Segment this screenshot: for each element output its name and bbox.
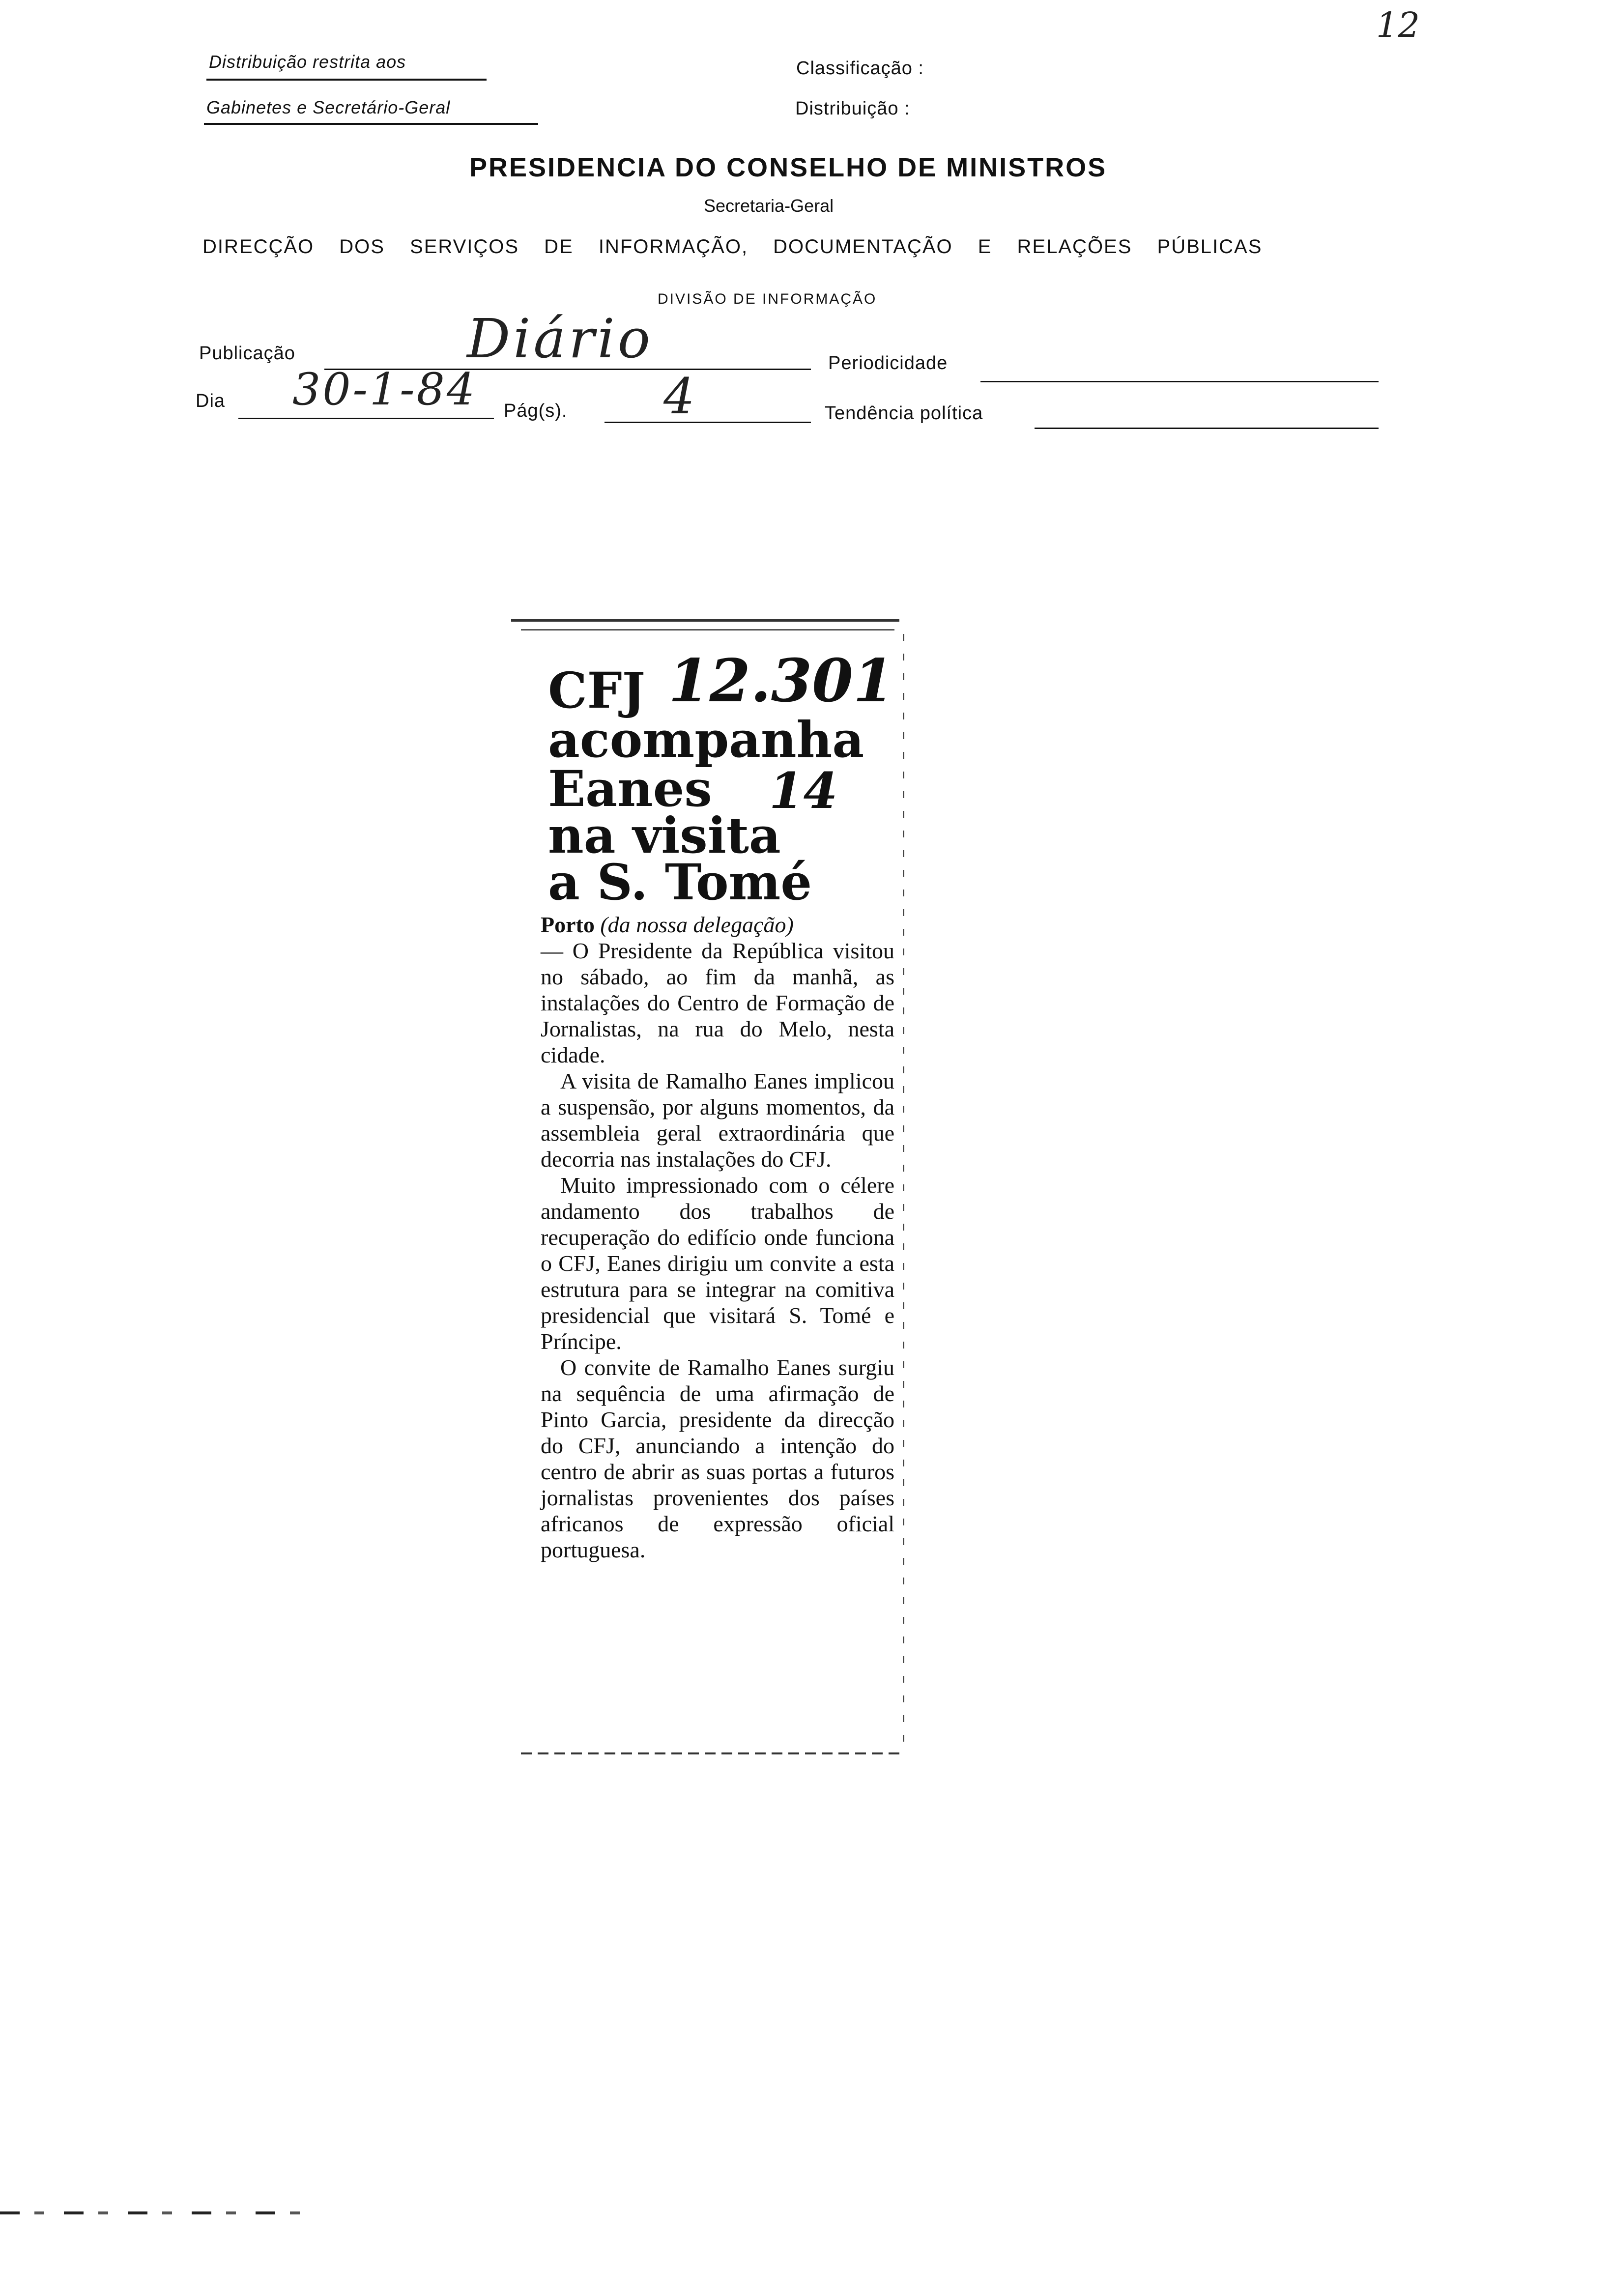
- headline-line-4: na visita: [548, 806, 781, 864]
- headline-line-5: a S. Tomé: [548, 853, 812, 911]
- department-name: DIRECÇÃO DOS SERVIÇOS DE INFORMAÇÃO, DOCUMENTAÇÃO E RELAÇÕES PÚBLICAS: [202, 236, 1263, 258]
- clipping-bottom-edge: [521, 1752, 899, 1754]
- periodicity-rule: [980, 381, 1379, 382]
- article-paragraph-3: Muito impressionado com o célere andamento dos trabalhos de recuperação do edifício onde funciona o CFJ, Eanes dirigiu um convite a esta estrutura para se integrar na comitiva presidencial que visitará S. Tomé e Príncipe.: [541, 1173, 894, 1354]
- article-lead: [541, 912, 894, 938]
- pages-label: Pág(s).: [504, 401, 568, 421]
- headline-line-1: CFJ: [548, 661, 645, 719]
- day-rule: [238, 418, 494, 419]
- distribution-rule-2: [204, 123, 538, 125]
- tendency-rule: [1035, 428, 1379, 429]
- distribution-line-1: Distribuição restrita aos: [209, 52, 406, 72]
- publication-label: Publicação: [199, 343, 295, 364]
- article-paragraph-1: — O Presidente da República visitou no sábado, ao fim da manhã, as instalações do Centro de Formação de Jornalistas, na rua do Melo, nesta cidade.: [541, 938, 894, 1067]
- scan-artifact-line: [0, 2211, 305, 2214]
- corner-page-mark: 12: [1376, 5, 1420, 45]
- pages-value: 4: [663, 368, 695, 425]
- clipping-top-border: [511, 619, 899, 622]
- pages-rule: [604, 422, 811, 423]
- headline-line-2: acompanha: [548, 711, 864, 769]
- publication-value: Diário: [467, 307, 653, 370]
- tendency-label: Tendência política: [825, 403, 983, 424]
- clipping-top-rule: [521, 629, 894, 631]
- institution-subtitle: Secretaria-Geral: [704, 196, 834, 216]
- lead-source: (da nossa delegação): [600, 912, 794, 937]
- distribution-line-2: Gabinetes e Secretário-Geral: [206, 97, 451, 117]
- article-paragraph-2: A visita de Ramalho Eanes implicou a suspensão, por alguns momentos, da assembleia geral extraordinária que decorria nas instalações do CFJ.: [541, 1068, 894, 1172]
- day-value: 30-1-84: [292, 364, 477, 415]
- article-paragraph-4: O convite de Ramalho Eanes surgiu na sequência de uma afirmação de Pinto Garcia, presidente da direcção do CFJ, anunciando a intenção do centro de abrir as suas portas a futuros jornalistas provenientes dos países africanos de expressão oficial portuguesa.: [541, 1355, 894, 1562]
- handwritten-reference: 12.301: [668, 646, 894, 716]
- classification-label: Classificação :: [796, 58, 924, 79]
- periodicity-label: Periodicidade: [828, 353, 948, 373]
- handwritten-number: 14: [769, 762, 838, 820]
- institution-title: PRESIDENCIA DO CONSELHO DE MINISTROS: [469, 153, 1107, 182]
- distribution-label: Distribuição :: [795, 98, 910, 119]
- division-name: DIVISÃO DE INFORMAÇÃO: [658, 291, 877, 307]
- clipping-right-edge: [903, 634, 904, 1745]
- newspaper-clipping: [511, 604, 904, 1754]
- distribution-rule-1: [206, 79, 487, 81]
- article-body: [541, 912, 894, 1563]
- headline-line-3: Eanes: [548, 760, 712, 818]
- lead-city: Porto: [541, 912, 595, 937]
- day-label: Dia: [196, 391, 226, 411]
